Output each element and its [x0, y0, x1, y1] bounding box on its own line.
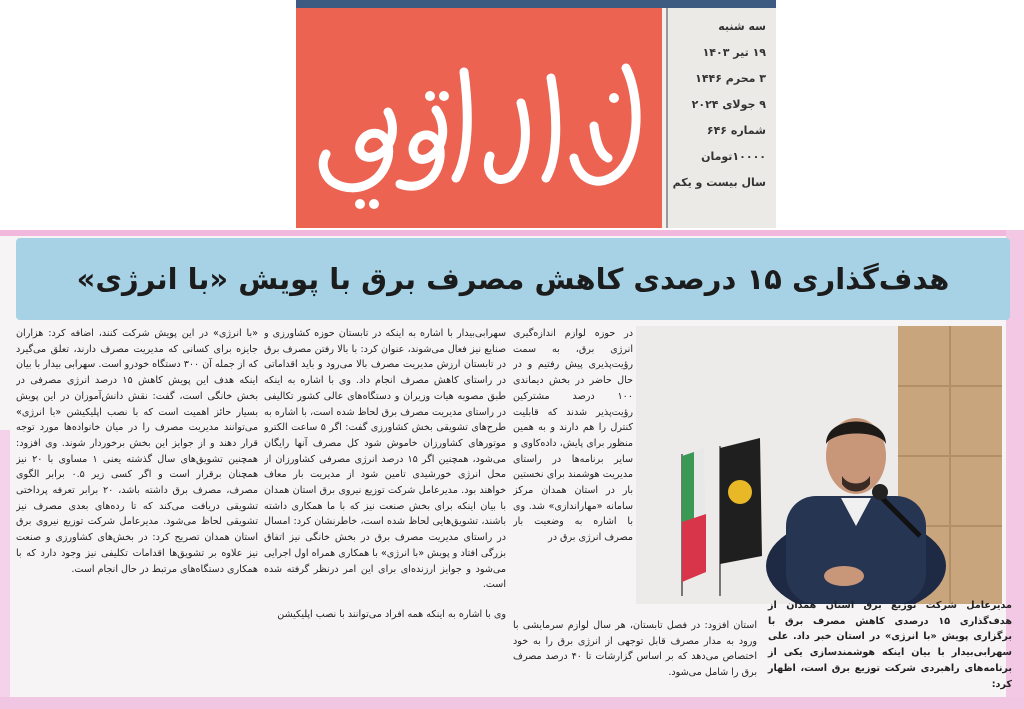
article-column-3-bottom: استان افزود: در فصل تابستان، هر سال لوازم سرمایشی با ورود به مدار مصرف قابل توجهی از انرژی برق را به خود اختصاص می‌دهد که بر اساس گزارشات تا ۴۰ درصد مصرف برق را شامل می‌شود.	[513, 620, 757, 679]
speaker-photo-icon	[636, 326, 1002, 604]
article-headline-box	[16, 238, 1010, 320]
newspaper-masthead	[296, 0, 776, 228]
issue-number: شماره ۶۴۶	[706, 124, 766, 137]
issue-year: سال بیست و یکم	[672, 176, 766, 189]
issue-price: ۱۰۰۰۰تومان	[701, 150, 766, 163]
article-column-3: در حوزه لوازم اندازه‌گیری انرژی برق، به سمت رؤیت‌پذیری پیش رفتیم و در حال حاضر در بخش دیماندی ۱۰۰ درصد مشترکین رؤیت‌پذیر شدند که قابلیت کنترل را هم دارند و به همین منظور برای پایش، داده‌کاوی و سایر برنامه‌ها در راستای مدیریت هوشمند برای نخستین بار در استان همدان مرکز سامانه «مهاراندازی» شد. وی با اشاره به وضعیت بار مصرف انرژی برق در	[513, 328, 633, 544]
article-clipping	[0, 230, 1024, 709]
issue-date-gregorian: ۹ جولای ۲۰۲۴	[691, 98, 766, 111]
newspaper-logo	[296, 8, 662, 228]
logo-calligraphy-icon	[296, 8, 662, 228]
article-column-2	[264, 326, 506, 690]
article-lead: مدیرعامل شرکت توزیع برق استان همدان از هدف‌گذاری ۱۵ درصدی کاهش مصرف برق با برگزاری پویش «با انرژی» در استان خبر داد. علی سهرابی‌بیدار با بیان اینکه هوشمندسازی یکی از برنامه‌های راهبردی شرکت توزیع برق است، اظهار کرد:	[768, 600, 1012, 690]
issue-weekday: سه شنبه	[718, 20, 766, 33]
article-headline: هدف‌گذاری ۱۵ درصدی کاهش مصرف برق با پویش «با انرژی»	[76, 262, 950, 296]
article-column-2-text: سهرابی‌بیدار با اشاره به اینکه در تابستان حوزه کشاورزی و صنایع نیز فعال می‌شوند، عنوان کرد: با بالا رفتن مصرف برق در تابستان ارزش مدیریت مصرف بالا می‌رود و باید اقداماتی در راستای کاهش مصرف انجام داد. وی با اشاره به اینکه طبق مصوبه هیات وزیران و دستگاه‌های عالی کشور تکالیفی در راستای مدیریت مصرف برق لحاظ شده است، با اشاره به طرح‌های تشویقی بخش کشاورزی گفت: اگر ۵ ساعت الکترو موتورهای کشاورزان خاموش شود کل مصرف آنها رایگان می‌شود، همچنین اگر ۱۵ درصد انرژی مصرفی کشاورزان از محل انرژی خورشیدی تامین شود از مدیریت بار معاف خواهند بود. مدیرعامل شرکت توزیع نیروی برق استان همدان با بیان اینکه برای بخش صنعت نیز که با ما همکاری داشته باشند، تشویق‌هایی لحاظ شده است، خاطرنشان کرد: امسال در راستای مدیریت مصرف برق در بخش خانگی نیز اتفاق بزرگی افتاد و پویش «با انرژی» با همکاری همراه اول اجرایی می‌شود و جوایز ارزنده‌ای برای این امر درنظر گرفته شده است.	[264, 328, 506, 591]
highlight-strip-left	[0, 430, 10, 700]
article-photo	[636, 326, 1002, 604]
article-column-1: «با انرژی» در این پویش شرکت کنند، اضافه کرد: هزاران جایزه برای کسانی که مدیریت مصرف دارند، تعلق می‌گیرد که از جمله آن ۳۰۰ دستگاه خودرو است. سهرابی بیدار با بیان اینکه هدف این پویش کاهش ۱۵ درصد انرژی مصرفی در بخش خانگی است، گفت: نقش دانش‌آموزان در این پویش بسیار حائز اهمیت است که با نصب اپلیکیشن «با انرژی» می‌توانند مدیریت مصرف را در میان خانواده‌ها مورد توجه قرار دهند و از جوایز این بخش برخوردار شوند. وی افزود: همچنین تشویق‌های سال گذشته یعنی ۱ مساوی با ۲۰ نیز همچنان برقرار است و اگر کسی زیر ۰.۵ برابر الگوی مصرف، مصرف برق داشته باشد، ۲۰ برابر تعرفه پرداختی تشویقی دریافت می‌کند که تا رده‌های بعدی مصرف نیز تشویقی لحاظ می‌شود. مدیرعامل شرکت توزیع نیروی برق استان همدان تصریح کرد: در بخش‌های کشاورزی و صنعت نیز علاوه بر تشویق‌ها اقدامات تکلیفی نیز وجود دارد که با همکاری دستگاه‌های مرتبط در حال انجام است.	[16, 328, 258, 575]
issue-date-lunar: ۳ محرم ۱۴۴۶	[695, 72, 766, 85]
issue-date-solar: ۱۹ تیر ۱۴۰۳	[702, 46, 766, 59]
issue-info	[666, 8, 776, 228]
article-column-2-tail: وی با اشاره به اینکه همه افراد می‌توانند با نصب اپلیکیشن	[277, 608, 506, 620]
masthead-top-bar	[296, 0, 776, 8]
highlight-strip-bottom	[0, 697, 1024, 709]
article-body	[16, 326, 1010, 690]
highlight-strip-top	[0, 230, 1024, 236]
